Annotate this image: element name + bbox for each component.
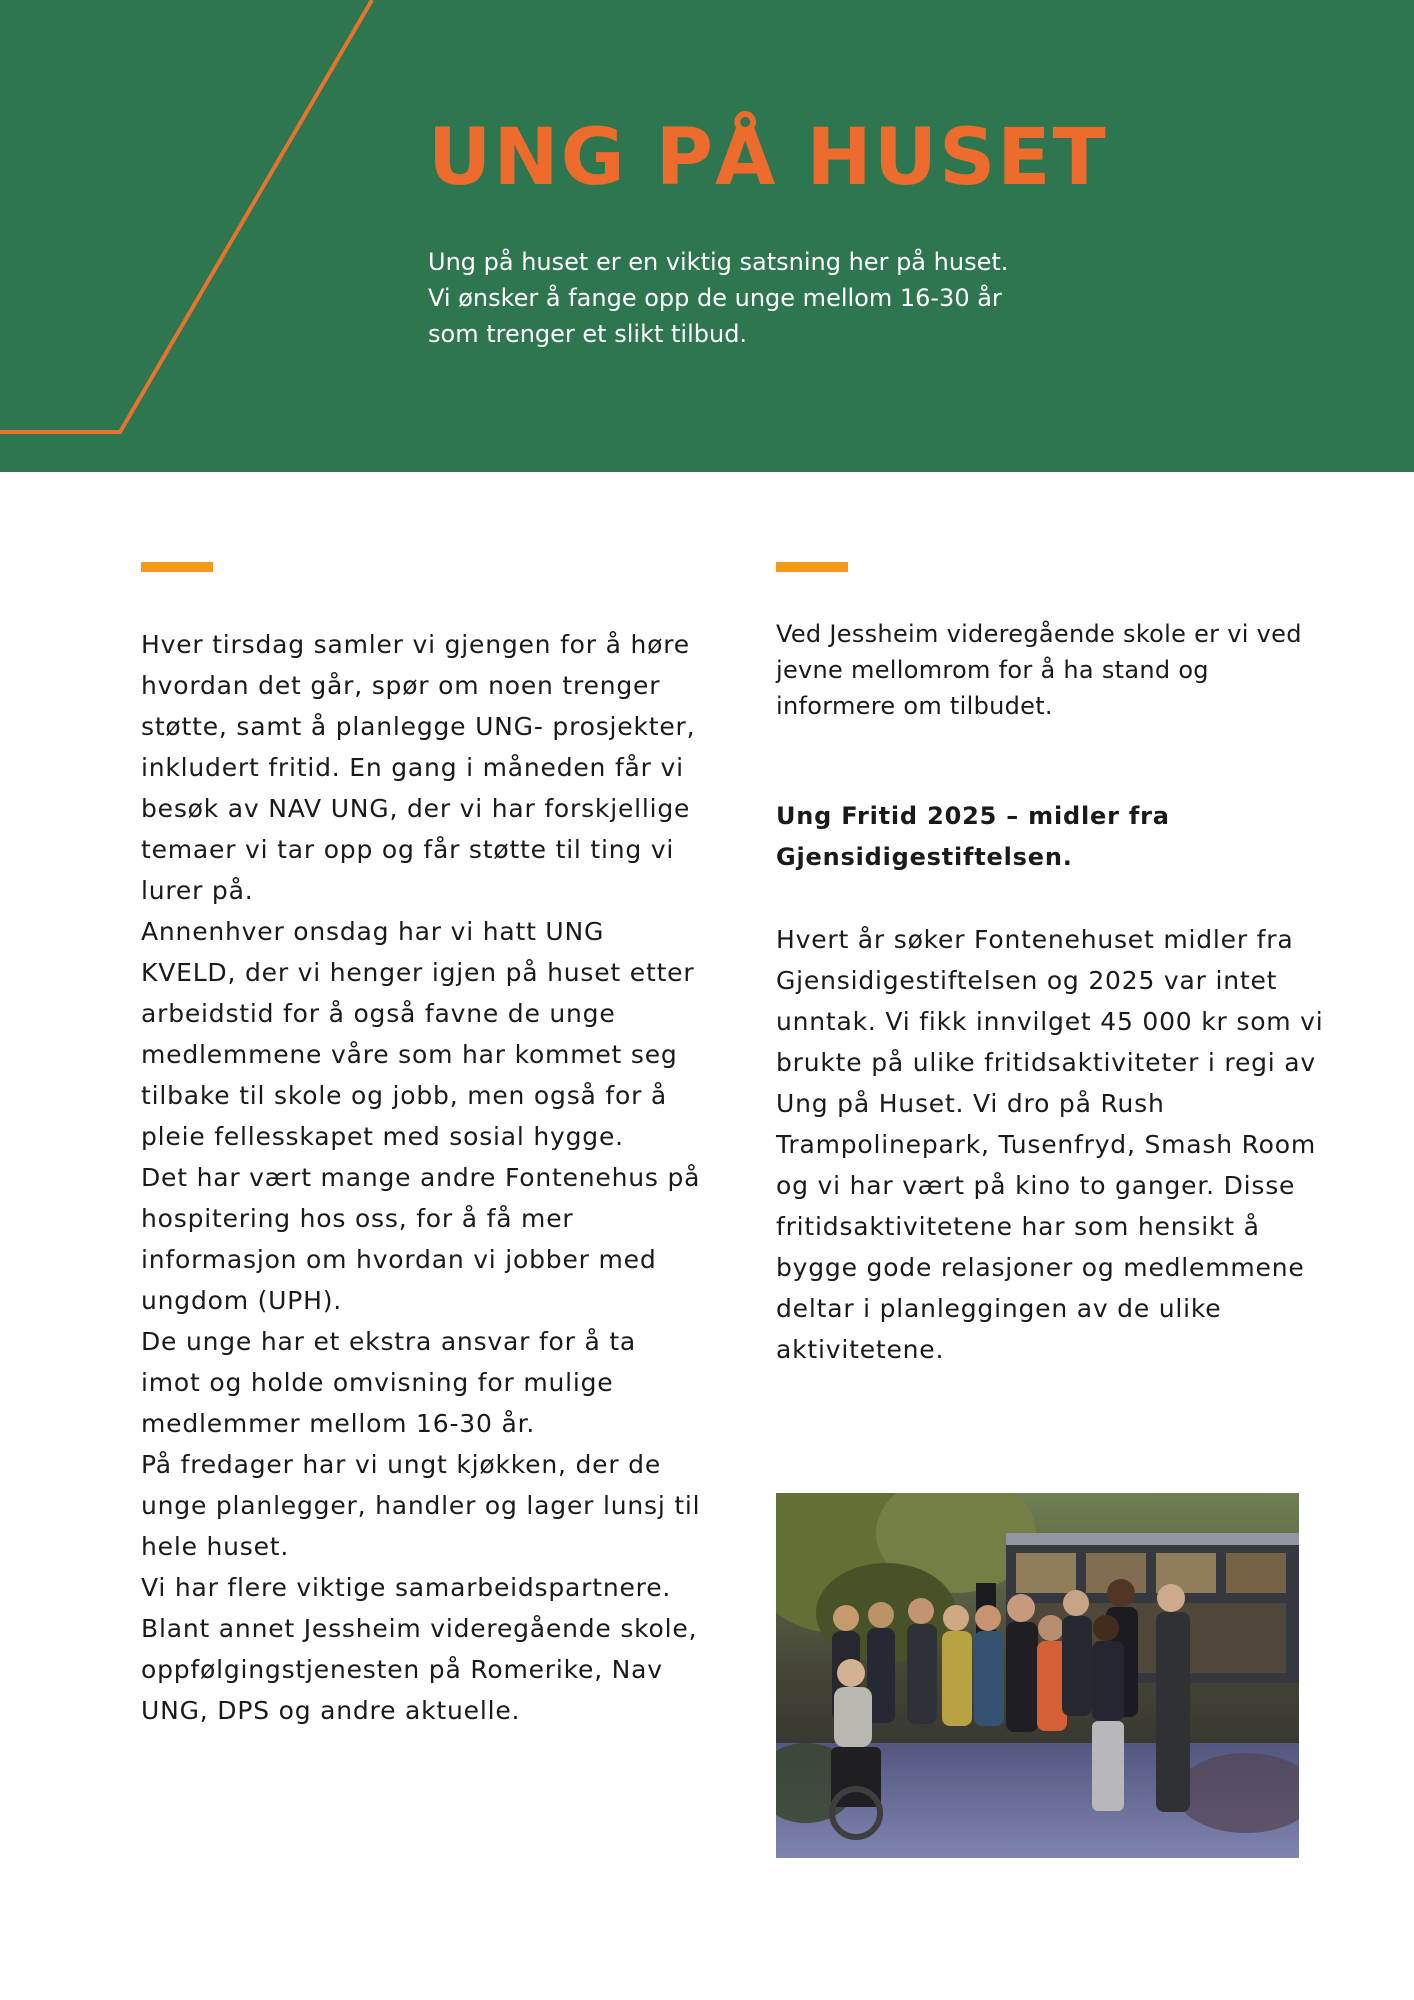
header-banner	[0, 0, 1414, 472]
intro-line: Vi ønsker å fange opp de unge mellom 16-30 år	[428, 284, 1002, 312]
paragraph: På fredager har vi ungt kjøkken, der de unge planlegger, handler og lager lunsj til hele huset.	[141, 1450, 701, 1561]
right-accent-bar	[776, 562, 848, 572]
paragraph: Det har vært mange andre Fontenehus på hospitering hos oss, for å få mer informasjon om hvordan vi jobber med ungdom (UPH).	[141, 1163, 701, 1315]
diagonal-line-decoration	[0, 0, 1414, 472]
page-title: UNG PÅ HUSET	[428, 113, 1108, 203]
left-accent-bar	[141, 562, 213, 572]
funding-paragraph: Hvert år søker Fontenehuset midler fra Gjensidigestiftelsen og 2025 var intet unntak. Vi fikk innvilget 45 000 kr som vi brukte på ulike fritidsaktiviteter i regi av Ung på Huset. Vi dro på Rush Trampolinepark, Tusenfryd, Smash Room og vi har vært på kino to ganger. Disse fritidsaktivitetene har som hensikt å bygge gode relasjoner og medlemmene deltar i planleggingen av de ulike aktivitetene.	[776, 925, 1324, 1364]
paragraph: Annenhver onsdag har vi hatt UNG KVELD, der vi henger igjen på huset etter arbeidstid for å også favne de unge medlemmene våre som har kommet seg tilbake til skole og jobb, men også for å pleie fellesskapet med sosial hygge.	[141, 917, 695, 1151]
left-column	[141, 624, 701, 1731]
group-photo	[776, 1493, 1299, 1858]
intro-line: som trenger et slikt tilbud.	[428, 320, 748, 348]
jessheim-paragraph: Ved Jessheim videregående skole er vi ved jevne mellomrom for å ha stand og informere om tilbudet.	[776, 620, 1302, 720]
intro-text	[428, 244, 1128, 352]
intro-line: Ung på huset er en viktig satsning her på huset.	[428, 248, 1009, 276]
right-column	[776, 616, 1336, 1370]
paragraph: Vi har flere viktige samarbeidspartnere. Blant annet Jessheim videregående skole, oppfølgingstjenesten på Romerike, Nav UNG, DPS og andre aktuelle.	[141, 1573, 698, 1725]
paragraph: Hver tirsdag samler vi gjengen for å høre hvordan det går, spør om noen trenger støtte, samt å planlegge UNG- prosjekter, inkludert fritid. En gang i måneden får vi besøk av NAV UNG, der vi har forskjellige temaer vi tar opp og får støtte til ting vi lurer på.	[141, 630, 696, 905]
paragraph: De unge har et ekstra ansvar for å ta imot og holde omvisning for mulige medlemmer mellom 16-30 år.	[141, 1327, 637, 1438]
section-subheading: Ung Fritid 2025 – midler fra Gjensidigestiftelsen.	[776, 802, 1170, 871]
